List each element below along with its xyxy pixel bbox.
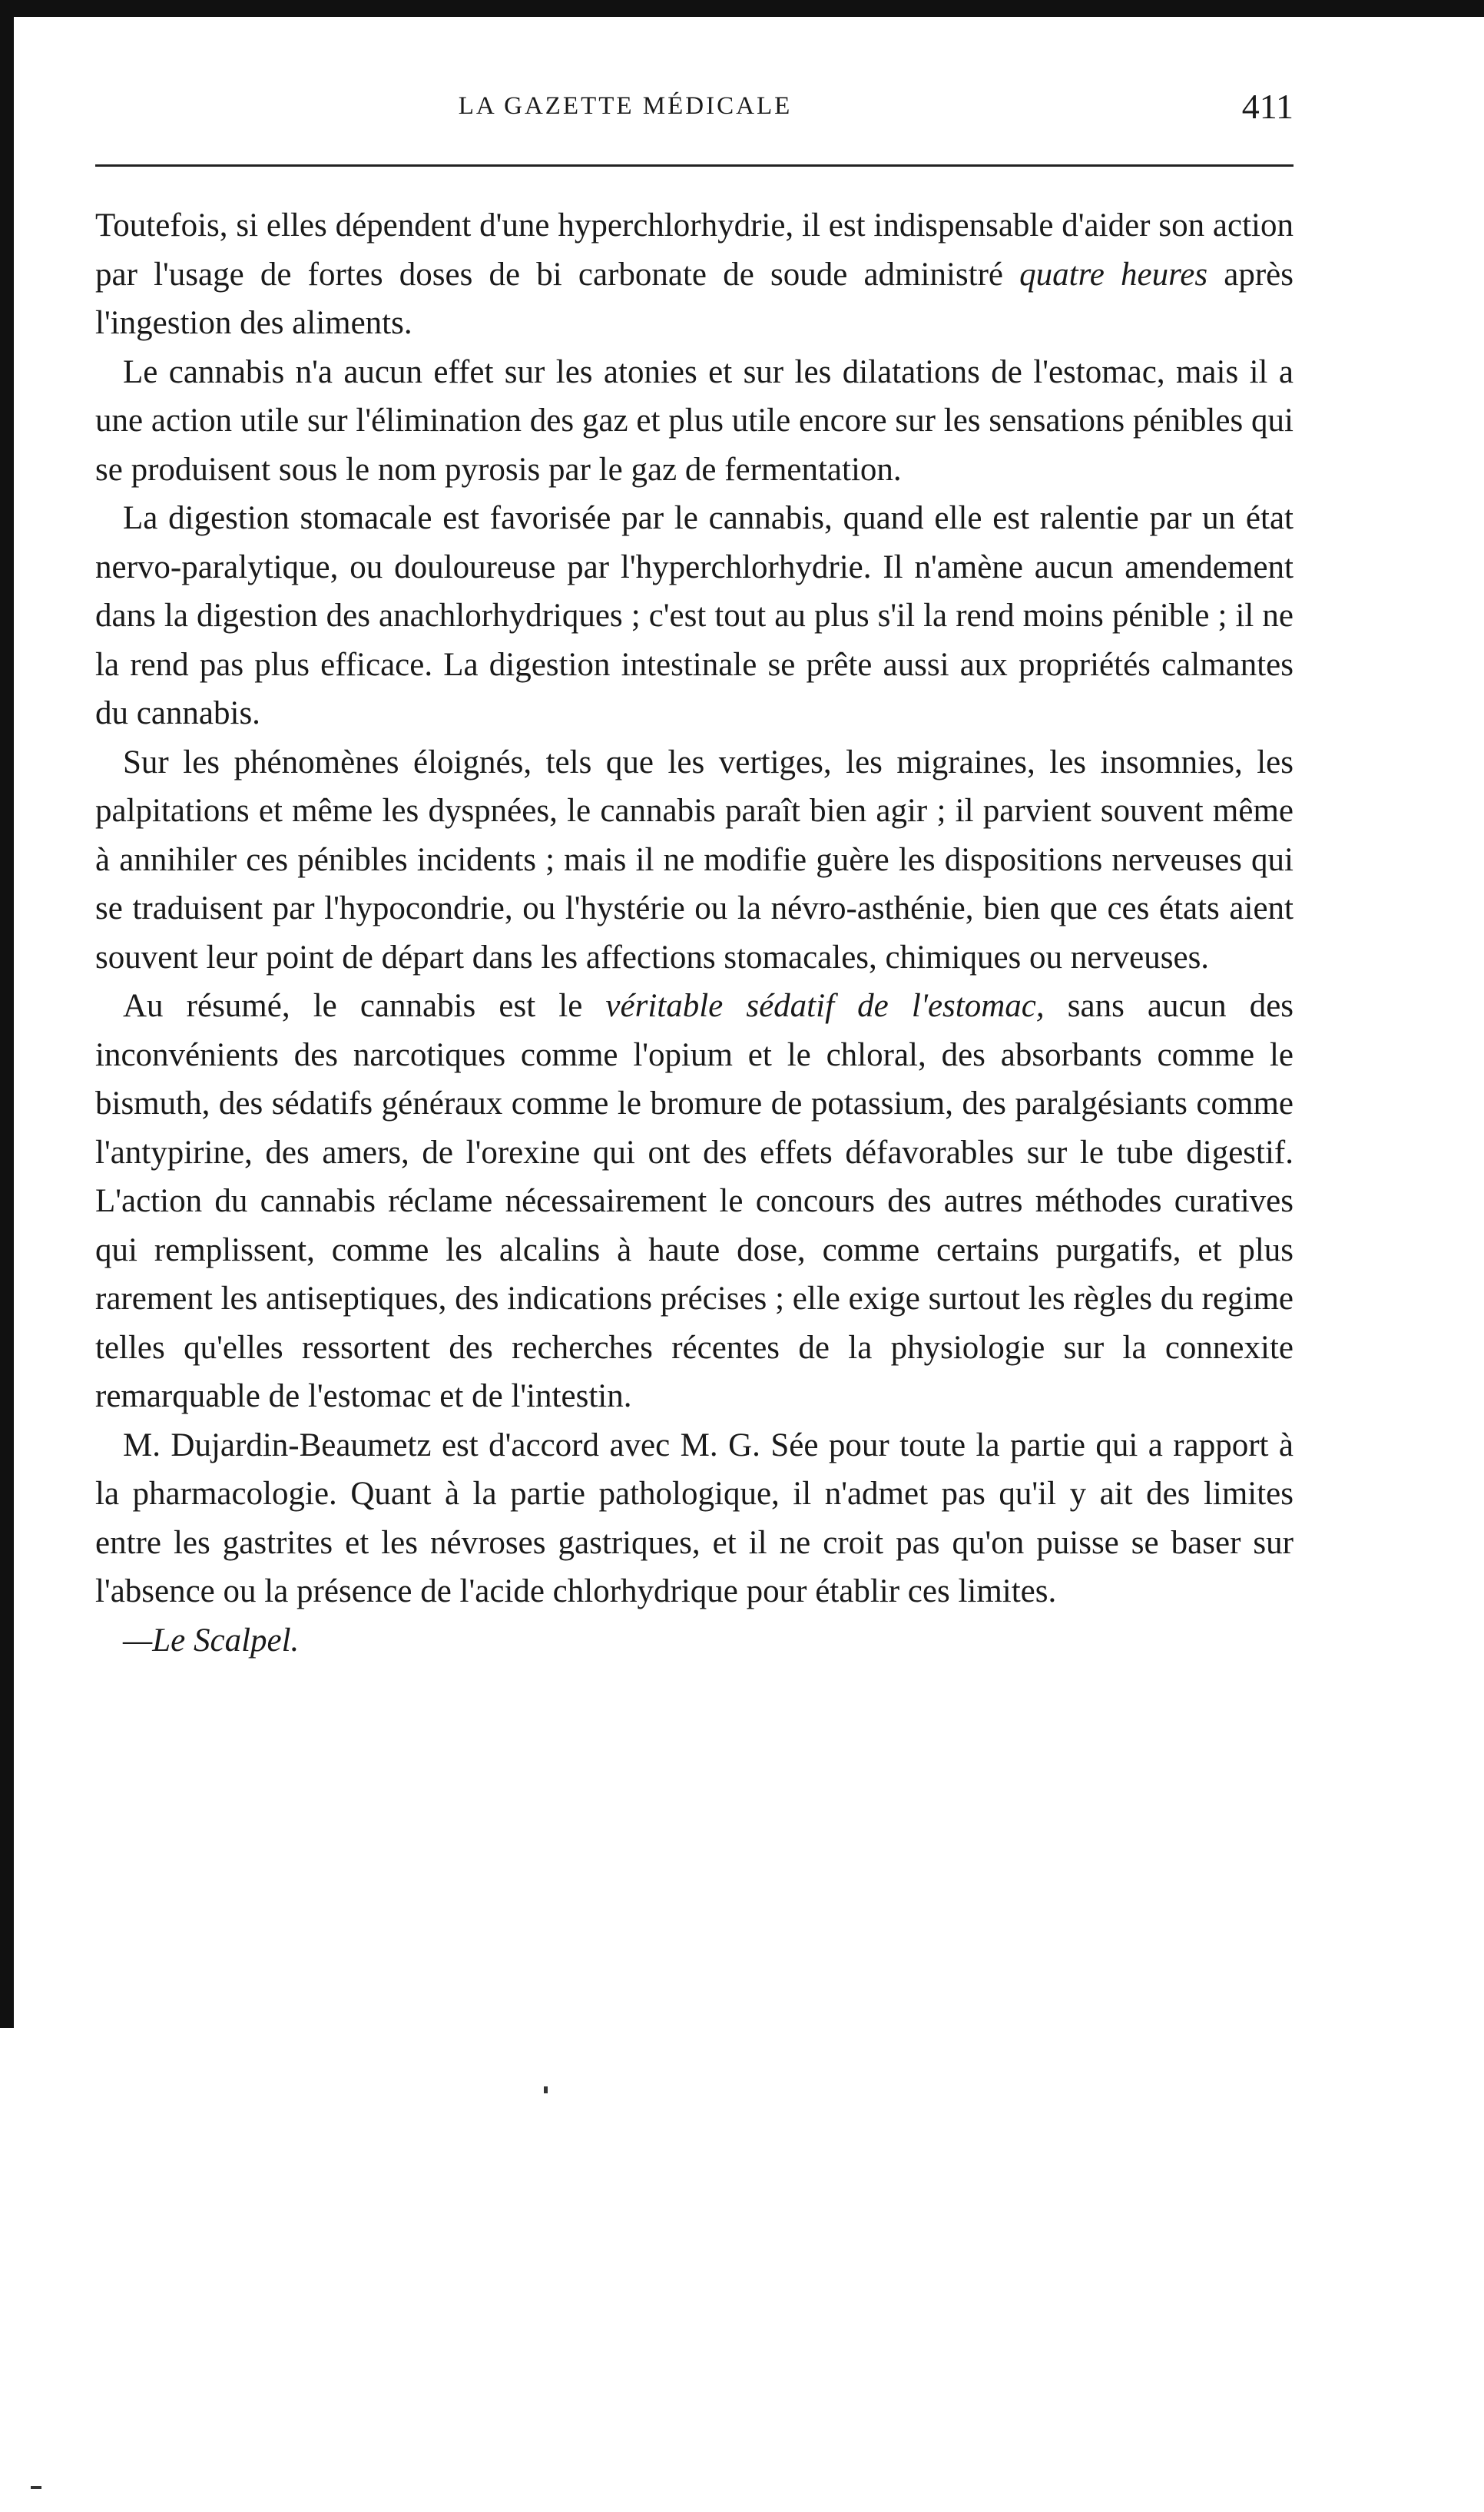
ink-smudge [31, 2486, 41, 2489]
page-number: 411 [1241, 87, 1294, 126]
paragraph-1-end: après l'ingestion des aliments. [95, 256, 1294, 341]
paragraph-4: Sur les phénomènes éloignés, tels que les vertiges, les migraines, les insomnies, les palpitations et même les dyspnées, le cannabis paraît bien agir ; il parvient souvent même à annihiler ces pénibles incidents ; mais il ne modifie guère les dispositions nerveuses qui se traduisent par l'hypocondrie, ou l'hystérie ou la névro-asthénie, bien que ces états aient souvent leur point de départ dans les affections stomacales, chimiques ou nerveuses. [95, 744, 1294, 976]
paragraph-1 [95, 201, 1294, 348]
article-body [95, 201, 1294, 1665]
running-title: LA GAZETTE MÉDICALE [458, 92, 793, 120]
paragraph-5-text: Au résumé, le cannabis est le [123, 988, 583, 1024]
paragraph-2: Le cannabis n'a aucun effet sur les atonies et sur les dilatations de l'estomac, mais il a une action utile sur l'élimination des gaz et plus utile encore sur les sensations pénibles qui se produisent sous le nom pyrosis par le gaz de fermentation. [95, 353, 1294, 488]
ink-speck [544, 2086, 548, 2093]
source-signature: —Le Scalpel. [123, 1622, 300, 1659]
paragraph-1-italic: quatre heures [1019, 256, 1208, 293]
paragraph-5-end: sans aucun des inconvénients des narcotiques comme l'opium et le chloral, des absorbants comme le bismuth, des sédatifs généraux comme le bromure de potassium, des paralgésiants comme l'antypirine, des amers, de l'orexine qui ont des effets défavorables sur le tube digestif. L'action du cannabis réclame nécessairement le concours des autres méthodes curatives qui remplissent, comme les alcalins à haute dose, comme certains purgatifs, et plus rarement les antiseptiques, des indications précises ; elle exige surtout les règles du regime telles qu'elles ressortent des recherches récentes de la physiologie sur la connexite remarquable de l'estomac et de l'intestin. [95, 988, 1294, 1414]
running-head [95, 86, 1294, 132]
header-rule [95, 164, 1294, 167]
paragraph-5 [95, 982, 1294, 1421]
paragraph-6: M. Dujardin-Beaumetz est d'accord avec M. G. Sée pour toute la partie qui a rapport à la pharmacologie. Quant à la partie pathologique, il n'admet pas qu'il y ait des limites entre les gastrites et les névroses gastriques, et il ne croit pas qu'on puisse se baser sur l'absence ou la présence de l'acide chlorhydrique pour établir ces limites. [95, 1427, 1294, 1609]
paragraph-3: La digestion stomacale est favorisée par le cannabis, quand elle est ralentie par un état nervo-paralytique, ou douloureuse par l'hyperchlorhydrie. Il n'amène aucun amendement dans la digestion des anachlorhydriques ; c'est tout au plus s'il la rend moins pénible ; il ne la rend pas plus efficace. La digestion intestinale se prête aussi aux propriétés calmantes du cannabis. [95, 500, 1294, 731]
paragraph-1-text: Toutefois, si elles dépendent d'une hyperchlorhydrie, il est indispensable d'aider son action par l'usage de fortes doses de bi carbonate de soude administré [95, 207, 1294, 293]
paragraph-5-italic: véritable sédatif de l'estomac, [605, 988, 1045, 1024]
